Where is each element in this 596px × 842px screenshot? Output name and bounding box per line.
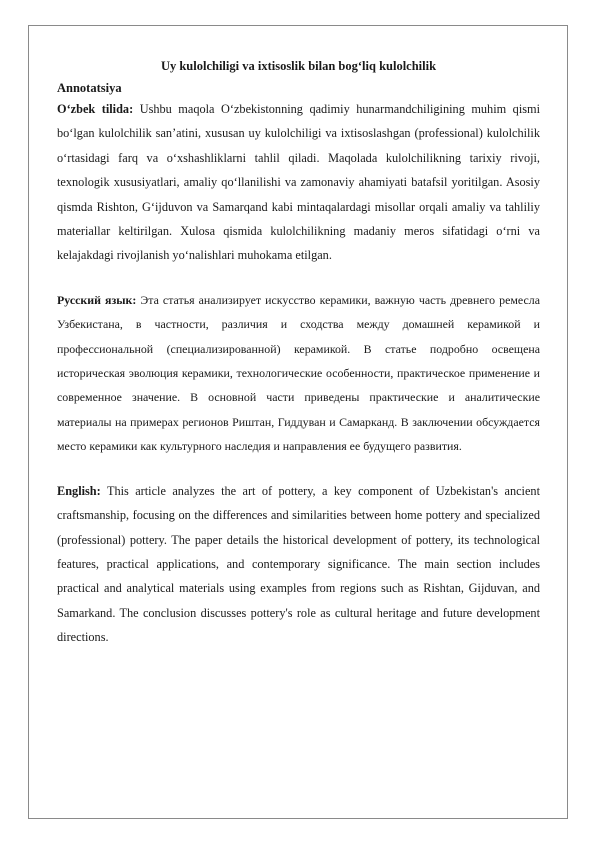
abstract-uzbek-label: O‘zbek tilida: — [57, 102, 134, 116]
annotation-heading: Annotatsiya — [57, 81, 122, 95]
abstract-russian-label: Русский язык: — [57, 292, 137, 307]
abstract-english — [57, 479, 540, 650]
abstract-english-label: English: — [57, 483, 101, 498]
abstract-english-text: This article analyzes the art of pottery, a key component of Uzbekistan's ancient craftsmanship, focusing on the differences and similarities between home pottery and specialized (professional) pottery. The paper details the historical development of pottery, its technological features, practical applications, and contemporary significance. The main section includes practical and analytical materials using examples from regions such as Rishtan, Gijduvan, and Samarkand. The conclusion discusses pottery's role as cultural heritage and future development directions. — [57, 483, 540, 645]
document-title: Uy kulolchiligi va ixtisoslik bilan bog‘liq kulolchilik — [160, 59, 437, 73]
abstract-uzbek — [57, 97, 540, 268]
document-body — [57, 57, 540, 650]
paragraph-gap — [57, 459, 540, 479]
abstract-russian — [57, 288, 540, 459]
abstract-uzbek-text: Ushbu maqola O‘zbekistonning qadimiy hunarmandchiligining muhim qismi bo‘lgan kulolchilik san’atini, xususan uy kulolchiligi va ixtisoslashgan (professional) kulolchilik o‘rtasidagi farq va o‘xshashliklarni tahlil qiladi. Maqolada kulolchilikning tarixiy rivoji, texnologik xususiyatlari, amaliy qo‘llanilishi va zamonaviy ahamiyati batafsil yoritilgan. Asosiy qismda Rishton, G‘ijduvon va Samarqand kabi mintaqalardagi misollar orqali amaliy va tahliliy materiallar keltirilgan. Xulosa qismida kulolchilikning madaniy meros sifatidagi o‘rni va kelajakdagi rivojlanish yo‘nalishlari muhokama etilgan. — [57, 102, 540, 263]
abstract-russian-text: Эта статья анализирует искусство керамики, важную часть древнего ремесла Узбекистана, в частности, различия и сходства между домашней керамикой и профессиональной (специализированной) керамикой. В статье подробно освещена историческая эволюция керамики, технологические особенности, практическое применение и современное значение. В основной части приведены практические и аналитические материалы на примерах регионов Риштан, Гиддуван и Самарканд. В заключении обсуждается место керамики как культурного наследия и направления ее будущего развития. — [57, 292, 540, 454]
paragraph-gap — [57, 268, 540, 288]
